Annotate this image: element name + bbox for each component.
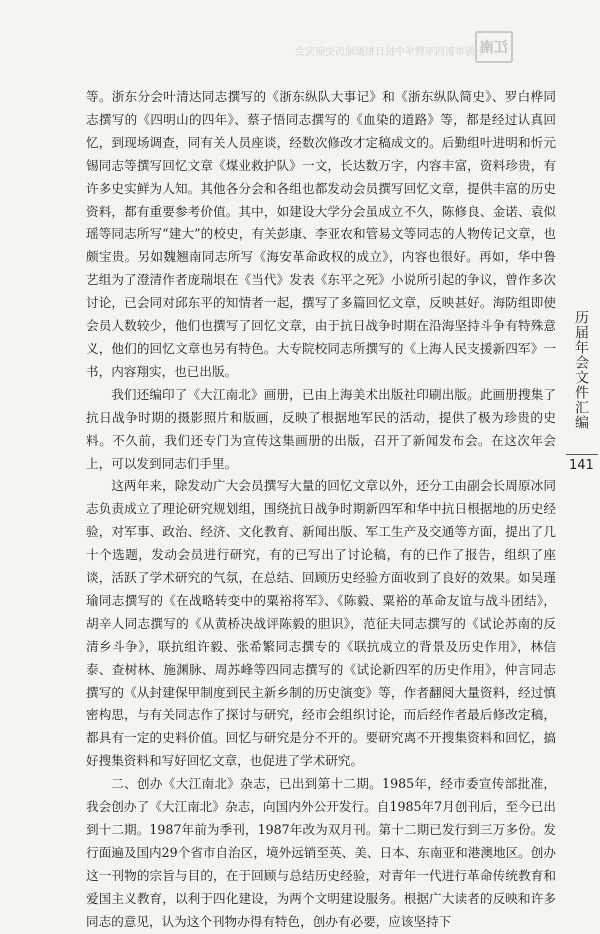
- paragraph: 等。浙东分会叶清达同志撰写的《浙东纵队大事记》和《浙东纵队简史》、罗白桦同志撰写的《四明山的四年》、蔡子悟同志撰写的《血染的道路》等，都是经过认真回忆，到现场调查，同有关人员座谈，经数次修改才定稿成文的。后勤组叶进明和忻元锡同志等撰写回忆文章《煤业救护队》一文，长达数万字，内容丰富，资料珍贵，有许多史实鲜为人知。其他各分会和各组也都发动会员撰写回忆文章，提供丰富的历史资料，都有重要参考价值。其中，如建设大学分会虽成立不久，陈修良、金诺、袁似瑶等同志所写“建大”的校史，有关彭康、李亚农和管易文等同志的人物传记文章，也颇宝贵。另如魏翘南同志所写《海安革命政权的成立》，内容也很好。再如，华中鲁艺组为了澄清作者庞瑞垠在《当代》发表《东平之死》小说所引起的争议，曾作多次讨论，已会同对邱东平的知情者一起，撰写了多篇回忆文章，反映甚好。海防组即使会员人数较少，他们也撰写了回忆文章，由于抗日战争时期在沿海坚持斗争有特殊意义，他们的回忆文章也另有特色。大专院校同志所撰写的《上海人民支援新四军》一书，内容翔实，也已出版。: [86, 89, 556, 379]
- bleed-through-header: [255, 30, 545, 64]
- page-body: [86, 86, 556, 934]
- paragraph: 二、创办《大江南北》杂志，已出到第十二期。1985年，经市委宣传部批准，我会创办了《大江南北》杂志，向国内外公开发行。自1985年7月创刊后，至今已出到十二期。1987年前为季刊，1987年改为双月刊。第十二期已发行到三万多份。发行面遍及国内29个省市自治区，境外远销至英、美、日本、东南亚和港澳地区。创办这一刊物的宗旨与目的，在于回顾与总结历史经验，对青年一代进行革命传统教育和爱国主义教育，以利于四化建设，为两个文明建设服务。根据广大读者的反映和许多同志的意见，认为这个刊物办得有特色，创办有必要，应该坚持下: [86, 776, 556, 929]
- page-number: 141: [569, 458, 594, 473]
- mirrored-logo: 江南: [475, 31, 513, 63]
- mirrored-header-text: 上海市新四军暨华中抗日根据地历史研究会: [295, 47, 485, 58]
- paragraph: 我们还编印了《大江南北》画册，已由上海美术出版社印刷出版。此画册搜集了抗日战争时期的摄影照片和版画，反映了根据地军民的活动，提供了极为珍贵的史料。不久前，我们还专门为宣传这集画册的出版，召开了新闻发布会。在这次年会上，可以发到同志们手里。: [86, 386, 556, 471]
- running-title: 历届年会文件汇编: [573, 310, 589, 430]
- side-divider: [566, 454, 598, 455]
- paragraph: 这两年来，除发动广大会员撰写大量的回忆文章以外，还分工由副会长周原冰同志负责成立了理论研究规划组，围绕抗日战争时期新四军和华中抗日根据地的历史经验，对军事、政治、经济、文化教育、新闻出版、军工生产及交通等方面，提出了几十个选题，发动会员进行研究，有的已写出了讨论稿，有的已作了报告，组织了座谈，活跃了学术研究的气氛，在总结、回顾历史经验方面收到了良好的效果。如吴瑾瑜同志撰写的《在战略转变中的粟裕将军》、《陈毅、粟裕的革命友谊与战斗团结》，胡辛人同志撰写的《从黄桥决战评陈毅的胆识》，范征夫同志撰写的《试论苏南的反清乡斗争》，联抗组许毅、张希繁同志撰专的《联抗成立的背景及历史作用》，林信泰、查树林、施渊脉、周苏峰等四同志撰写的《试论新四军的历史作用》，仲言同志撰写的《从封建保甲制度到民主新乡制的历史演变》等，作者翻阅大量资料，经过慎密构思，与有关同志作了探讨与研究，经市会组织讨论，而后经作者最后修改定稿，都具有一定的史料价值。回忆与研究是分不开的。要研究离不开搜集资料和回忆，搞好搜集资料和写好回忆文章，也促进了学术研究。: [86, 478, 556, 769]
